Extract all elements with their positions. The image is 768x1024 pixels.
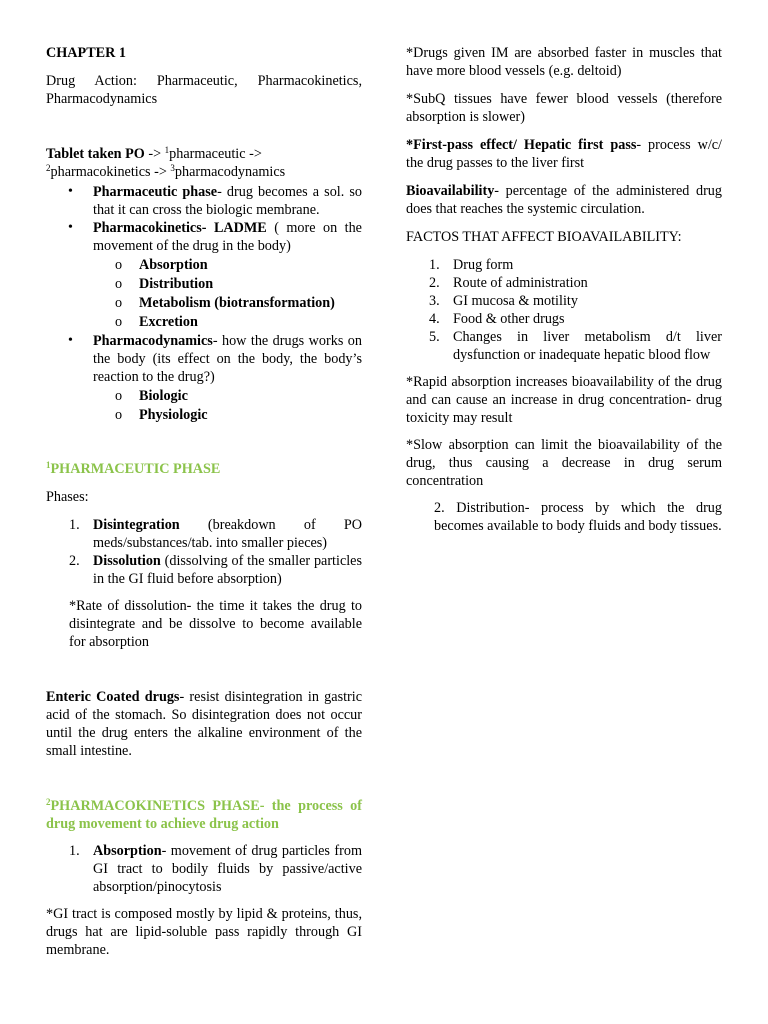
phases-list	[46, 516, 362, 588]
list-item: o Metabolism (biotransformation)	[115, 295, 335, 311]
ladme-list	[46, 256, 362, 331]
enteric-note: Enteric Coated drugs- resist disintegration in gastric acid of the stomach. So disintegration does not occur until the drug enters the alkaline environment of the small intestine.	[46, 689, 362, 759]
list-item: 5. Changes in liver metabolism d/t liver dysfunction or inadequate hepatic blood flow	[429, 329, 722, 363]
slow-absorption-note: *Slow absorption can limit the bioavailability of the drug, thus causing a decrease in drug serum concentration	[406, 437, 722, 489]
dynamics-list	[46, 387, 362, 424]
list-item: 1. Disintegration (breakdown of PO meds/substances/tab. into smaller pieces)	[69, 517, 362, 551]
pharmaceutic-heading: $^1$PHARMACEUTIC PHASE	[46, 460, 221, 477]
phase-bullet-list	[46, 183, 362, 424]
factors-heading: FACTOS THAT AFFECT BIOAVAILABILITY:	[406, 229, 682, 245]
subq-note: *SubQ tissues have fewer blood vessels (therefore absorption is slower)	[406, 91, 722, 125]
list-item: o Biologic	[115, 388, 188, 404]
list-item: 1. Absorption- movement of drug particles from GI tract to bodily fluids by passive/active absorption/pinocytosis	[69, 843, 362, 895]
kinetics-heading: $^2$PHARMACOKINETICS PHASE- the process of drug movement to achieve drug action	[46, 797, 362, 832]
im-note: *Drugs given IM are absorbed faster in muscles that have more blood vessels (e.g. deltoid)	[406, 45, 722, 79]
list-item: 4. Food & other drugs	[429, 311, 565, 327]
list-item: o Absorption	[115, 257, 208, 273]
list-item: • Pharmacodynamics- how the drugs works on the body (its effect on the body, the body’s reaction to the drug?) o Biologic o Physiologic	[46, 332, 362, 424]
first-pass-note: *First-pass effect/ Hepatic first pass- process w/c/ the drug passes to the liver first	[406, 137, 722, 171]
list-item: • Pharmaceutic phase- drug becomes a sol. so that it can cross the biologic membrane.	[68, 184, 362, 218]
left-column	[46, 40, 362, 959]
list-item: 2. Dissolution (dissolving of the smaller particles in the GI fluid before absorption)	[69, 553, 362, 587]
list-item: • Pharmacokinetics- LADME ( more on the movement of the drug in the body) o Absorption o Distribution o Metabolism (biotransformation) o Excretion	[46, 219, 362, 331]
tablet-bold: Tablet taken PO	[46, 146, 145, 162]
rapid-absorption-note: *Rapid absorption increases bioavailability of the drug and can cause an increase in drug concentration- drug toxicity may result	[406, 374, 722, 426]
right-column	[406, 40, 722, 535]
list-item: 3. GI mucosa & motility	[429, 293, 578, 309]
kinetics-list	[46, 842, 362, 896]
bioavailability-note: Bioavailability- percentage of the administered drug does that reaches the systemic circulation.	[406, 183, 722, 217]
list-item: o Distribution	[115, 276, 214, 292]
list-item: o Excretion	[115, 314, 198, 330]
distribution-note: 2. Distribution- process by which the drug becomes available to body fluids and body tissues.	[434, 500, 722, 534]
list-item: o Physiologic	[115, 407, 208, 423]
phases-label: Phases:	[46, 489, 89, 505]
factors-list	[406, 256, 722, 364]
chapter-title: CHAPTER 1	[46, 45, 127, 61]
rate-note: *Rate of dissolution- the time it takes the drug to disintegrate and be dissolve to become available for absorption	[69, 598, 362, 650]
tablet-pathway: Tablet taken PO -> $^1$pharmaceutic -> $^2$pharmacokinetics -> $^3$pharmacodynamics	[46, 145, 286, 180]
list-item: 2. Route of administration	[429, 275, 588, 291]
list-item: 1. Drug form	[429, 257, 514, 273]
gi-note: *GI tract is composed mostly by lipid & proteins, thus, drugs hat are lipid-soluble pass rapidly through GI membrane.	[46, 906, 362, 958]
chapter-subtitle: Drug Action: Pharmaceutic, Pharmacokinetics, Pharmacodynamics	[46, 73, 362, 107]
